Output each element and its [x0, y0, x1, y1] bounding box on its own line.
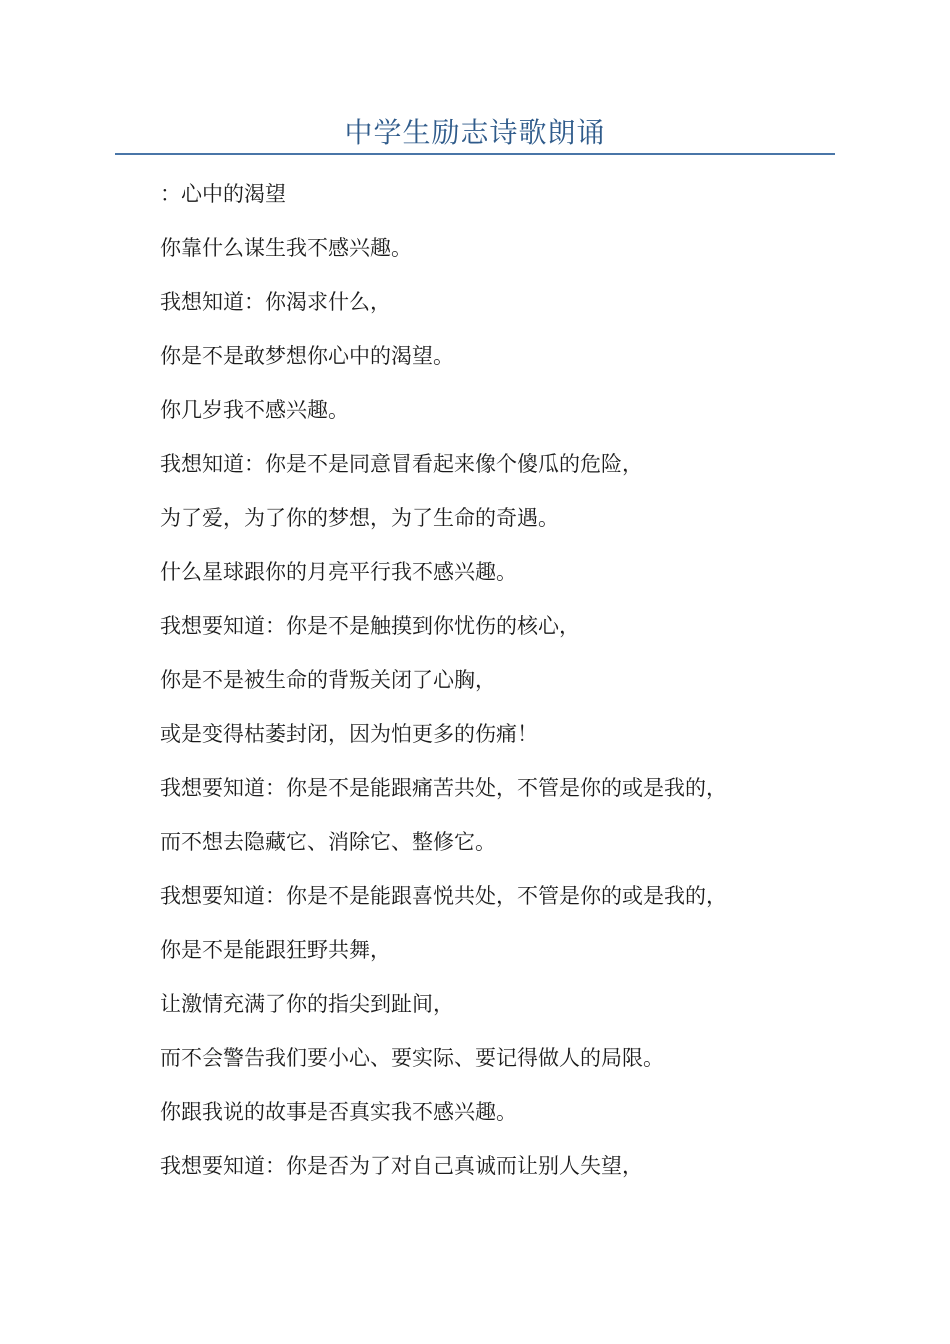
poem-line: ：心中的渴望	[160, 182, 286, 206]
poem-line: 而不想去隐藏它、消除它、整修它。	[160, 830, 496, 854]
title-underline	[115, 153, 835, 155]
poem-line: 而不会警告我们要小心、要实际、要记得做人的局限。	[160, 1046, 664, 1070]
poem-line: 我想要知道：你是否为了对自己真诚而让别人失望，	[160, 1154, 643, 1178]
poem-line: 我想要知道：你是不是触摸到你忧伤的核心，	[160, 614, 580, 638]
poem-line: 我想知道：你渴求什么，	[160, 290, 391, 314]
poem-body	[160, 176, 840, 1202]
poem-line: 让激情充满了你的指尖到趾间，	[160, 992, 454, 1016]
poem-line: 你靠什么谋生我不感兴趣。	[160, 236, 412, 260]
poem-line: 你几岁我不感兴趣。	[160, 398, 349, 422]
poem-line: 什么星球跟你的月亮平行我不感兴趣。	[160, 560, 517, 584]
poem-line: 我想要知道：你是不是能跟痛苦共处，不管是你的或是我的，	[160, 776, 727, 800]
poem-line: 为了爱，为了你的梦想，为了生命的奇遇。	[160, 506, 559, 530]
poem-line: 或是变得枯萎封闭，因为怕更多的伤痛！	[160, 722, 538, 746]
poem-line: 你是不是被生命的背叛关闭了心胸，	[160, 668, 496, 692]
poem-line: 我想知道：你是不是同意冒看起来像个傻瓜的危险，	[160, 452, 643, 476]
poem-line: 我想要知道：你是不是能跟喜悦共处，不管是你的或是我的，	[160, 884, 727, 908]
poem-line: 你是不是敢梦想你心中的渴望。	[160, 344, 454, 368]
poem-line: 你跟我说的故事是否真实我不感兴趣。	[160, 1100, 517, 1124]
document-title: 中学生励志诗歌朗诵	[344, 116, 606, 149]
poem-line: 你是不是能跟狂野共舞，	[160, 938, 391, 962]
